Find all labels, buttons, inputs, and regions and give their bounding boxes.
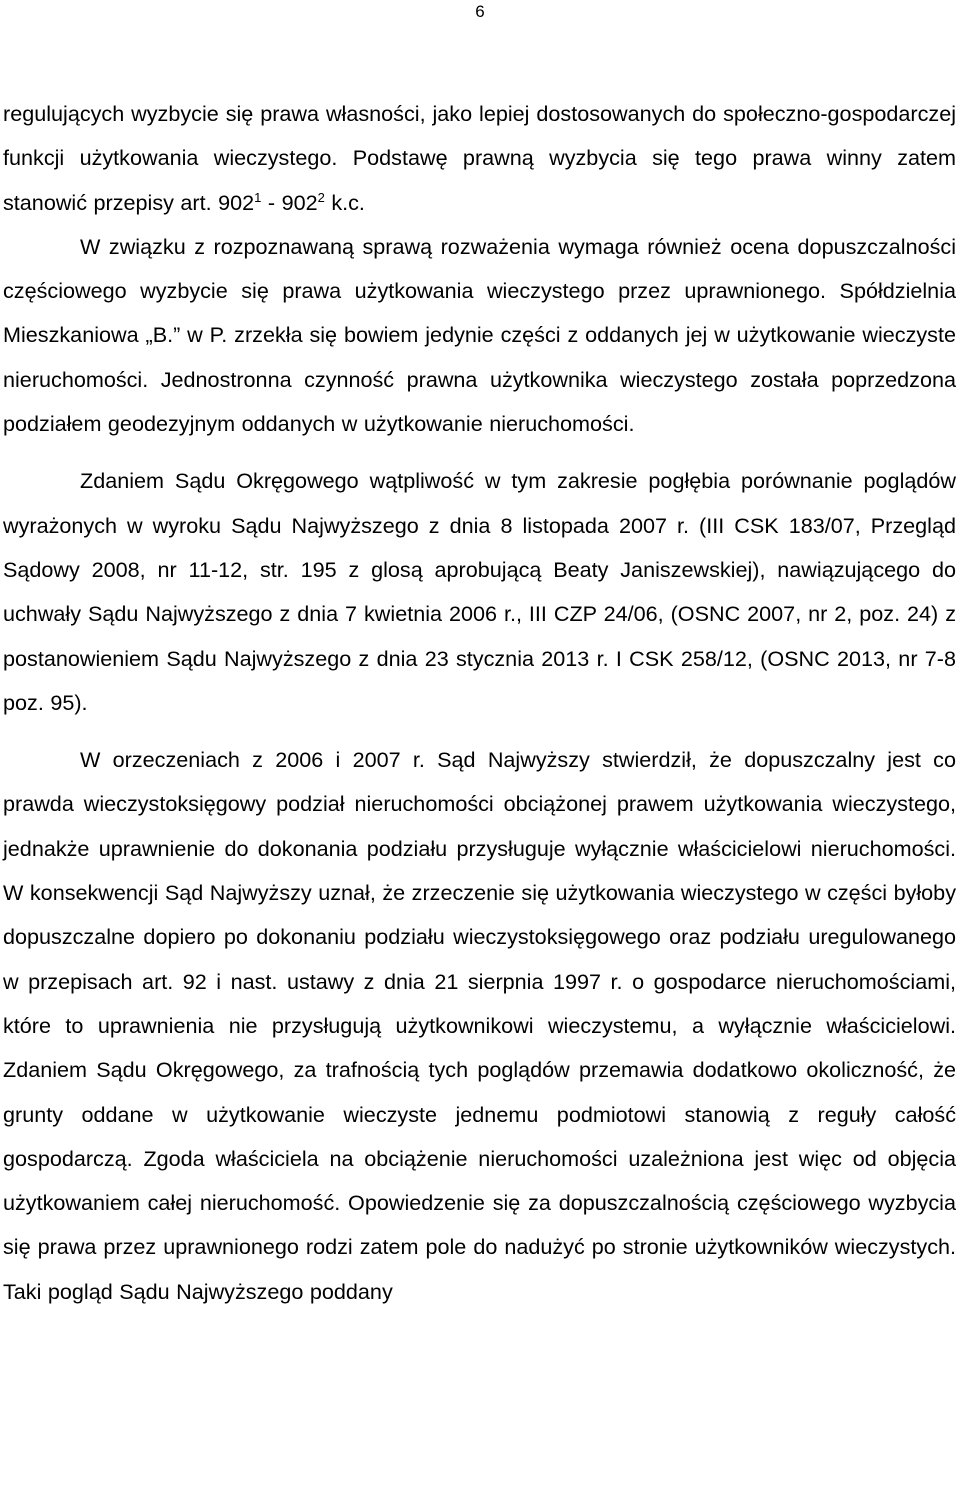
paragraph-2: W związku z rozpoznawaną sprawą rozważenia wymaga również ocena dopuszczalności częściowego wyzbycie się prawa użytkowania wieczystego przez uprawnionego. Spółdzielnia Mieszkaniowa „B.” w P. zrzekła się bowiem jedynie części z oddanych jej w użytkowanie wieczyste nieruchomości. Jednostronna czynność prawna użytkownika wieczystego została poprzedzona podziałem geodezyjnym oddanych w użytkowanie nieruchomości.: [3, 233, 956, 437]
page-number: 6: [475, 2, 485, 21]
superscript-2: 2: [317, 189, 325, 205]
superscript-1: 1: [254, 189, 262, 205]
paragraph-1-text-a: regulujących wyzbycie się prawa własności, jako lepiej dostosowanych do społeczno-gospodarczej funkcji użytkowania wieczystego. Podstawę prawną wyzbycia się tego prawa winny zatem stanowić przepisy art. 902: [3, 101, 956, 215]
document-body: [3, 92, 956, 1314]
paragraph-1-text-c: k.c.: [324, 189, 365, 215]
paragraph-4: W orzeczeniach z 2006 i 2007 r. Sąd Najwyższy stwierdził, że dopuszczalny jest co prawda wieczystoksięgowy podział nieruchomości obciążonej prawem użytkowania wieczystego, jednakże uprawnienie do dokonania podziału przysługuje wyłącznie właścicielowi nieruchomości. W konsekwencji Sąd Najwyższy uznał, że zrzeczenie się użytkowania wieczystego w części byłoby dopuszczalne dopiero po dokonaniu podziału wieczystoksięgowego oraz podziału uregulowanego w przepisach art. 92 i nast. ustawy z dnia 21 sierpnia 1997 r. o gospodarce nieruchomościami, które to uprawnienia nie przysługują użytkownikowi wieczystemu, a wyłącznie właścicielowi. Zdaniem Sądu Okręgowego, za trafnością tych poglądów przemawia dodatkowo okoliczność, że grunty oddane w użytkowanie wieczyste jednemu podmiotowi stanowią z reguły całość gospodarczą. Zgoda właściciela na obciążenie nieruchomości uzależniona jest więc od objęcia użytkowaniem całej nieruchomość. Opowiedzenie się za dopuszczalnością częściowego wyzbycia się prawa przez uprawnionego rodzi zatem pole do nadużyć po stronie użytkowników wieczystych. Taki pogląd Sądu Najwyższego poddany: [3, 747, 956, 1304]
paragraph-1-text-b: - 902: [261, 189, 318, 215]
paragraph-3: Zdaniem Sądu Okręgowego wątpliwość w tym zakresie pogłębia porównanie poglądów wyrażonych w wyroku Sądu Najwyższego z dnia 8 listopada 2007 r. (III CSK 183/07, Przegląd Sądowy 2008, nr 11-12, str. 195 z glosą aprobującą Beaty Janiszewskiej), nawiązującego do uchwały Sądu Najwyższego z dnia 7 kwietnia 2006 r., III CZP 24/06, (OSNC 2007, nr 2, poz. 24) z postanowieniem Sądu Najwyższego z dnia 23 stycznia 2013 r. I CSK 258/12, (OSNC 2013, nr 7-8 poz. 95).: [3, 468, 956, 715]
paragraph-1: [3, 92, 956, 225]
